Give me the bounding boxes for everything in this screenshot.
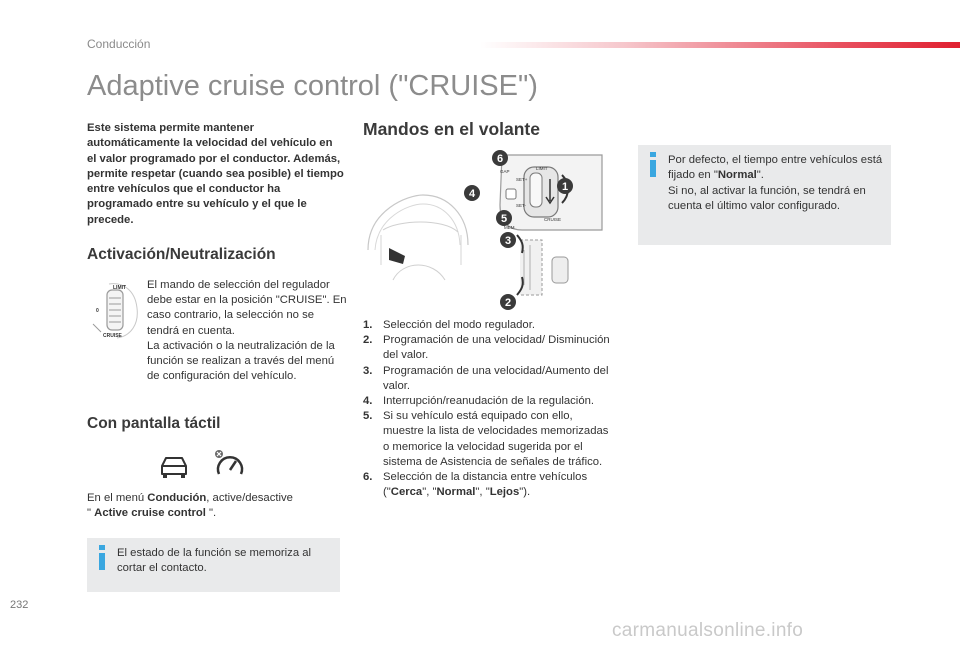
callout-2: 2 <box>504 297 512 309</box>
list-item <box>363 333 613 363</box>
list-item <box>363 318 613 333</box>
heading-activacion: Activación/Neutralización <box>87 246 276 263</box>
section-label: Conducción <box>87 37 151 51</box>
info-note-default-gap-text <box>668 153 883 214</box>
option-normal: Normal <box>436 486 476 499</box>
callout-6: 6 <box>496 153 504 165</box>
item-number: 3. <box>363 364 373 377</box>
activacion-text-1: El mando de selección del regulador debe estar en la posición "CRUISE". En caso contrario, la selección no se tendrá en cuenta. <box>147 279 347 337</box>
stalk-cruise-label: CRUISE <box>544 217 562 222</box>
activacion-text <box>147 278 347 384</box>
info-note-memory-text: El estado de la función se memoriza al cortar el contacto. <box>117 547 312 575</box>
feature-name: Active cruise control <box>94 507 206 520</box>
speedometer-icon <box>214 450 246 480</box>
option-cerca: Cerca <box>390 486 423 499</box>
page-number: 232 <box>10 599 29 611</box>
item-text: Si su vehículo está equipado con ello, muestre la lista de velocidades memorizadas o memorice la velocidad sugerida por el sistema de Asistencia de señales de tráfico. <box>383 410 609 468</box>
stalk-controls-illustration <box>462 145 617 315</box>
stalk-gap-label: GAP <box>500 169 510 174</box>
car-icon <box>158 452 190 480</box>
list-item <box>363 394 613 409</box>
menu-prefix: En el menú <box>87 492 145 504</box>
item-sep: ", " <box>475 486 490 499</box>
stalk-limit-label: LIMIT <box>536 166 548 171</box>
item-number: 1. <box>363 319 373 331</box>
callout-5: 5 <box>500 213 508 225</box>
pantalla-menu-text: En el menú Condución, active/desactive " Active cruise control ". <box>87 492 293 520</box>
intro-paragraph: Este sistema permite mantener automáticamente la velocidad del vehículo en el valor programado por el conductor. Además, permite respetar (cuando sea posible) el tiempo entre vehículos que el conductor ha programado entre su vehículo y el que le precede. <box>87 122 344 226</box>
callout-3: 3 <box>504 235 512 247</box>
item-text: Programación de una velocidad/Aumento del valor. <box>383 364 609 392</box>
note-line1-bold: Normal <box>717 169 757 182</box>
watermark: carmanualsonline.info <box>612 620 804 641</box>
thumbwheel-cruise-label: CRUISE <box>103 333 122 339</box>
item-number: 2. <box>363 334 373 347</box>
steering-wheel-illustration <box>363 190 473 285</box>
item-text-pre: Selección de la distancia entre vehículos (" <box>383 471 588 499</box>
intro-sentence-1: Este sistema permite mantener automáticamente la velocidad del vehículo en el valor programado por el conductor <box>87 122 333 165</box>
item-number: 6. <box>363 471 373 484</box>
menu-mid: , active/desactive <box>206 492 293 504</box>
header-accent-rule <box>480 42 960 48</box>
thumbwheel-limit-label: LIMIT <box>113 285 127 291</box>
menu-name: Condución <box>147 492 207 504</box>
item-text-post: "). <box>519 486 531 499</box>
info-note-memory <box>87 538 340 592</box>
item-text: Interrupción/reanudación de la regulación. <box>383 395 595 408</box>
item-text: Selección del modo regulador. <box>383 319 535 331</box>
list-item <box>363 470 613 500</box>
item-sep: ", " <box>422 486 437 499</box>
controls-list <box>363 318 613 500</box>
info-icon <box>95 545 109 571</box>
item-number: 5. <box>363 410 373 423</box>
item-number: 4. <box>363 395 373 408</box>
activacion-text-2: La activación o la neutralización de la función se realizan a través del menú de configuración del vehículo. <box>147 339 335 383</box>
info-icon <box>646 152 660 178</box>
item-text: Programación de una velocidad/ Disminución del valor. <box>383 334 610 362</box>
stalk-mem-label: MEM <box>504 225 515 230</box>
list-item <box>363 409 613 470</box>
note-line1-post: ". <box>756 169 764 182</box>
option-lejos: Lejos <box>489 486 520 499</box>
callout-4: 4 <box>468 188 476 200</box>
callout-1: 1 <box>561 181 569 193</box>
thumbwheel-illustration <box>87 280 145 340</box>
page-title: Adaptive cruise control ("CRUISE") <box>87 70 538 102</box>
heading-mandos-volante: Mandos en el volante <box>363 119 540 139</box>
heading-pantalla-tactil: Con pantalla táctil <box>87 415 221 432</box>
info-note-default-gap <box>638 145 891 245</box>
note-line1-pre: Por defecto, el tiempo entre vehículos está fijado en " <box>668 154 883 182</box>
list-item <box>363 364 613 394</box>
note-line2: Si no, al activar la función, se tendrá en cuenta el último valor configurado. <box>668 184 866 212</box>
stalk-setminus-label: SET- <box>516 203 527 208</box>
thumbwheel-off-label: 0 <box>96 308 99 314</box>
stalk-setplus-label: SET+ <box>516 177 528 182</box>
intro-sentence-2: Además, permite respetar (cuando sea posible) el tiempo entre vehículos que el conductor ha programado entre su vehículo y el que le precede <box>87 152 344 226</box>
